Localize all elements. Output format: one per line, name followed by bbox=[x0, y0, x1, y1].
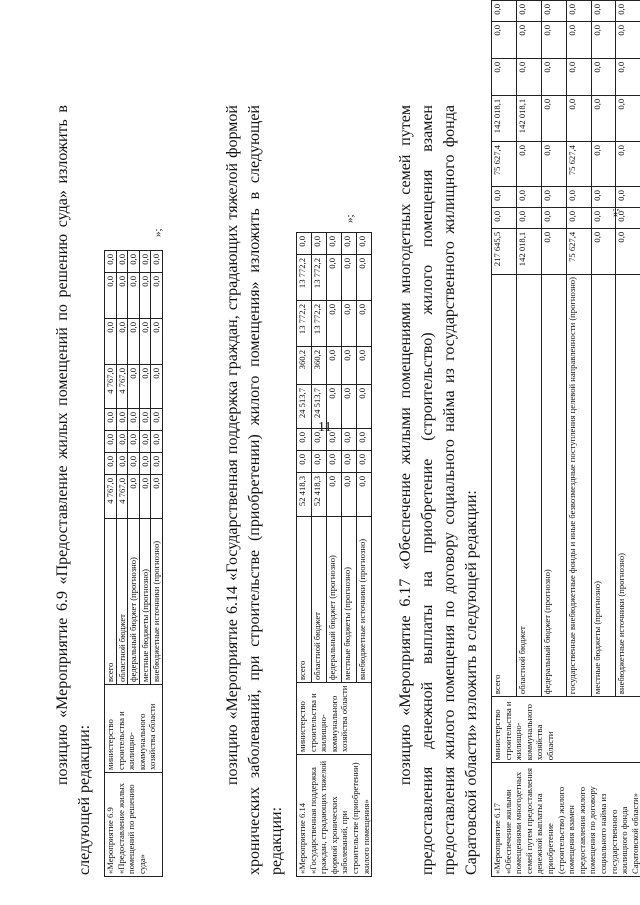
amount-cell: 0,0 bbox=[116, 319, 128, 365]
amount-cell: 0,0 bbox=[116, 453, 128, 475]
amount-cell: 0,0 bbox=[139, 431, 151, 453]
funding-source: областной бюджет bbox=[312, 517, 327, 683]
amount-cell: 0,0 bbox=[566, 1, 591, 22]
amount-cell: 0,0 bbox=[128, 251, 140, 273]
amount-cell: 0,0 bbox=[541, 1, 566, 22]
amount-cell: 0,0 bbox=[516, 21, 541, 58]
amount-cell: 0,0 bbox=[566, 95, 591, 141]
amount-cell: 0,0 bbox=[541, 58, 566, 95]
amount-cell: 0,0 bbox=[312, 429, 327, 451]
funding-source: государственные внебюджетные фонды и иные безвозмездные поступления целевой направленности (прогнозно) bbox=[566, 275, 591, 697]
amount-cell: 0,0 bbox=[139, 273, 151, 319]
amount-cell: 360,2 bbox=[297, 347, 312, 385]
amount-cell: 0,0 bbox=[151, 475, 163, 519]
amount-cell: 0,0 bbox=[616, 21, 640, 58]
section-6-9 bbox=[52, 0, 163, 905]
amount-cell: 0,0 bbox=[327, 473, 342, 517]
amount-cell: 0,0 bbox=[357, 301, 372, 347]
amount-cell: 0,0 bbox=[128, 319, 140, 365]
amount-cell: 0,0 bbox=[342, 233, 357, 255]
amount-cell: 0,0 bbox=[541, 187, 566, 208]
amount-cell: 0,0 bbox=[139, 365, 151, 409]
amount-cell: 0,0 bbox=[566, 58, 591, 95]
funding-source: внебюджетные источники (прогнозно) bbox=[151, 519, 163, 685]
amount-cell: 0,0 bbox=[128, 431, 140, 453]
amount-cell: 0,0 bbox=[616, 142, 640, 187]
amount-cell: 24 513,7 bbox=[297, 385, 312, 429]
amount-cell: 0,0 bbox=[342, 451, 357, 473]
measure-name: «Мероприятие 6.17 «Обеспечение жилыми помещениями многодетных семей путем предоставления денежной выплаты на приобретение (строительство) жилого помещения взамен предоставления жилого помещения по договору социального найма из государственного жилищного фонда Саратовской области» bbox=[492, 763, 640, 877]
amount-cell: 0,0 bbox=[541, 95, 566, 141]
amount-cell: 0,0 bbox=[342, 255, 357, 301]
section-6-14 bbox=[222, 0, 372, 905]
amount-cell: 0,0 bbox=[116, 273, 128, 319]
amount-cell: 0,0 bbox=[616, 187, 640, 208]
funding-source: местные бюджеты (прогнозно) bbox=[139, 519, 151, 685]
budget-table bbox=[296, 232, 372, 877]
amount-cell: 142 018,1 bbox=[516, 228, 541, 274]
funding-source: областной бюджет bbox=[116, 519, 128, 685]
amount-cell: 0,0 bbox=[128, 453, 140, 475]
amount-cell: 0,0 bbox=[128, 365, 140, 409]
amount-cell: 0,0 bbox=[312, 451, 327, 473]
amount-cell: 0,0 bbox=[342, 347, 357, 385]
funding-source: местные бюджеты (прогнозно) bbox=[342, 517, 357, 683]
amount-cell: 0,0 bbox=[541, 21, 566, 58]
amount-cell: 0,0 bbox=[151, 431, 163, 453]
amount-cell: 0,0 bbox=[357, 347, 372, 385]
amount-cell: 13 772,2 bbox=[297, 255, 312, 301]
amount-cell: 360,2 bbox=[312, 347, 327, 385]
amount-cell: 13 772,2 bbox=[297, 301, 312, 347]
section-intro: позицию «Мероприятие 6.17 «Обеспечение жилыми помещениями многодетных семей путем предоставления денежной выплаты на приобретение (строительство) жилого помещения взамен предоставления жилого помещения по договору социального найма из государственного жилищного фонда Саратовской области» изложить в следующей редакции: bbox=[397, 105, 480, 875]
amount-cell: 0,0 bbox=[516, 187, 541, 208]
funding-source: внебюджетные источники (прогнозно) bbox=[616, 275, 640, 697]
amount-cell: 0,0 bbox=[297, 233, 312, 255]
amount-cell: 0,0 bbox=[139, 251, 151, 273]
executor: министерство строительства и жилищно-коммунального хозяйства области bbox=[492, 697, 640, 763]
amount-cell: 0,0 bbox=[516, 207, 541, 228]
amount-cell: 0,0 bbox=[357, 233, 372, 255]
amount-cell: 0,0 bbox=[312, 233, 327, 255]
amount-cell: 0,0 bbox=[591, 187, 616, 208]
amount-cell: 0,0 bbox=[492, 187, 517, 208]
section-6-17 bbox=[395, 0, 640, 905]
executor: министерство строительства и жилищно-коммунального хозяйства области bbox=[297, 683, 372, 755]
amount-cell: 0,0 bbox=[105, 273, 117, 319]
budget-table bbox=[491, 0, 640, 877]
amount-cell: 0,0 bbox=[151, 365, 163, 409]
amount-cell: 0,0 bbox=[105, 431, 117, 453]
measure-name: «Мероприятие 6.9 «Предоставление жилых помещений по решению суда» bbox=[105, 773, 163, 877]
page-number: 11 bbox=[318, 420, 332, 435]
amount-cell: 0,0 bbox=[357, 451, 372, 473]
section-intro: позицию «Мероприятие 6.9 «Предоставление жилых помещений по решению суда» изложить в следующей редакции: bbox=[54, 105, 93, 875]
amount-cell: 0,0 bbox=[327, 429, 342, 451]
amount-cell: 0,0 bbox=[116, 409, 128, 431]
amount-cell: 0,0 bbox=[297, 429, 312, 451]
closing-quote: »; bbox=[609, 208, 621, 217]
amount-cell: 0,0 bbox=[566, 207, 591, 228]
amount-cell: 0,0 bbox=[492, 21, 517, 58]
amount-cell: 0,0 bbox=[591, 142, 616, 187]
amount-cell: 0,0 bbox=[516, 1, 541, 22]
amount-cell: 0,0 bbox=[541, 207, 566, 228]
amount-cell: 0,0 bbox=[128, 409, 140, 431]
amount-cell: 0,0 bbox=[139, 475, 151, 519]
amount-cell: 52 418,3 bbox=[312, 473, 327, 517]
amount-cell: 75 627,4 bbox=[492, 142, 517, 187]
amount-cell: 0,0 bbox=[139, 319, 151, 365]
amount-cell: 24 513,7 bbox=[312, 385, 327, 429]
amount-cell: 0,0 bbox=[591, 228, 616, 274]
amount-cell: 0,0 bbox=[327, 301, 342, 347]
amount-cell: 4 767,0 bbox=[105, 475, 117, 519]
amount-cell: 0,0 bbox=[591, 207, 616, 228]
amount-cell: 217 645,5 bbox=[492, 228, 517, 274]
amount-cell: 0,0 bbox=[591, 58, 616, 95]
funding-source: всего bbox=[297, 517, 312, 683]
amount-cell: 0,0 bbox=[151, 273, 163, 319]
amount-cell: 0,0 bbox=[357, 429, 372, 451]
amount-cell: 0,0 bbox=[492, 207, 517, 228]
amount-cell: 0,0 bbox=[105, 251, 117, 273]
amount-cell: 0,0 bbox=[616, 95, 640, 141]
funding-source: областной бюджет bbox=[516, 275, 541, 697]
amount-cell: 0,0 bbox=[541, 142, 566, 187]
amount-cell: 0,0 bbox=[151, 453, 163, 475]
amount-cell: 0,0 bbox=[516, 142, 541, 187]
amount-cell: 0,0 bbox=[151, 319, 163, 365]
amount-cell: 0,0 bbox=[357, 385, 372, 429]
amount-cell: 0,0 bbox=[616, 1, 640, 22]
amount-cell: 4 767,0 bbox=[116, 365, 128, 409]
table-wrapper bbox=[491, 0, 640, 877]
amount-cell: 0,0 bbox=[616, 207, 640, 228]
amount-cell: 142 018,1 bbox=[492, 95, 517, 141]
table-row bbox=[492, 1, 517, 877]
amount-cell: 13 772,2 bbox=[312, 255, 327, 301]
amount-cell: 75 627,4 bbox=[566, 228, 591, 274]
amount-cell: 0,0 bbox=[492, 58, 517, 95]
funding-source: федеральный бюджет (прогнозно) bbox=[541, 275, 566, 697]
funding-source: местные бюджеты (прогнозно) bbox=[591, 275, 616, 697]
amount-cell: 0,0 bbox=[516, 58, 541, 95]
amount-cell: 0,0 bbox=[105, 453, 117, 475]
amount-cell: 0,0 bbox=[342, 385, 357, 429]
funding-source: федеральный бюджет (прогнозно) bbox=[128, 519, 140, 685]
amount-cell: 0,0 bbox=[357, 473, 372, 517]
executor: министерство строительства и жилищно-коммунального хозяйства области bbox=[105, 685, 163, 773]
table-row bbox=[297, 233, 312, 877]
amount-cell: 0,0 bbox=[591, 21, 616, 58]
amount-cell: 0,0 bbox=[327, 255, 342, 301]
funding-source: всего bbox=[492, 275, 517, 697]
budget-table bbox=[104, 250, 163, 877]
amount-cell: 0,0 bbox=[566, 187, 591, 208]
funding-source: всего bbox=[105, 519, 117, 685]
amount-cell: 0,0 bbox=[128, 273, 140, 319]
table-row bbox=[105, 251, 117, 877]
amount-cell: 0,0 bbox=[342, 473, 357, 517]
amount-cell: 0,0 bbox=[128, 475, 140, 519]
funding-source: внебюджетные источники (прогнозно) bbox=[357, 517, 372, 683]
amount-cell: 0,0 bbox=[616, 228, 640, 274]
table-wrapper bbox=[104, 0, 163, 877]
amount-cell: 0,0 bbox=[327, 347, 342, 385]
amount-cell: 0,0 bbox=[342, 301, 357, 347]
amount-cell: 0,0 bbox=[357, 255, 372, 301]
amount-cell: 0,0 bbox=[151, 409, 163, 431]
amount-cell: 0,0 bbox=[591, 95, 616, 141]
amount-cell: 0,0 bbox=[327, 385, 342, 429]
amount-cell: 0,0 bbox=[327, 451, 342, 473]
amount-cell: 0,0 bbox=[297, 451, 312, 473]
table-wrapper bbox=[296, 0, 372, 877]
amount-cell: 0,0 bbox=[139, 453, 151, 475]
amount-cell: 4 767,0 bbox=[116, 475, 128, 519]
amount-cell: 0,0 bbox=[591, 1, 616, 22]
amount-cell: 0,0 bbox=[492, 1, 517, 22]
amount-cell: 142 018,1 bbox=[516, 95, 541, 141]
amount-cell: 0,0 bbox=[566, 21, 591, 58]
amount-cell: 75 627,4 bbox=[566, 142, 591, 187]
amount-cell: 52 418,3 bbox=[297, 473, 312, 517]
amount-cell: 0,0 bbox=[116, 251, 128, 273]
amount-cell: 0,0 bbox=[151, 251, 163, 273]
amount-cell: 13 772,2 bbox=[312, 301, 327, 347]
amount-cell: 0,0 bbox=[105, 409, 117, 431]
amount-cell: 0,0 bbox=[541, 228, 566, 274]
closing-quote: »; bbox=[152, 228, 164, 237]
funding-source: федеральный бюджет (прогнозно) bbox=[327, 517, 342, 683]
closing-quote: »; bbox=[344, 214, 356, 223]
amount-cell: 4 767,0 bbox=[105, 365, 117, 409]
amount-cell: 0,0 bbox=[327, 233, 342, 255]
amount-cell: 0,0 bbox=[342, 429, 357, 451]
amount-cell: 0,0 bbox=[139, 409, 151, 431]
measure-name: «Мероприятие 6.14 «Государственная поддержка граждан, страдающих тяжелой формой хронических заболеваний, при строительстве (приобретении) жилого помещения» bbox=[297, 755, 372, 877]
amount-cell: 0,0 bbox=[116, 431, 128, 453]
amount-cell: 0,0 bbox=[616, 58, 640, 95]
amount-cell: 0,0 bbox=[105, 319, 117, 365]
section-intro: позицию «Мероприятие 6.14 «Государственная поддержка граждан, страдающих тяжелой формой хронических заболеваний, при строительстве (приобретении) жилого помещения» изложить в следующей редакции: bbox=[224, 105, 285, 875]
